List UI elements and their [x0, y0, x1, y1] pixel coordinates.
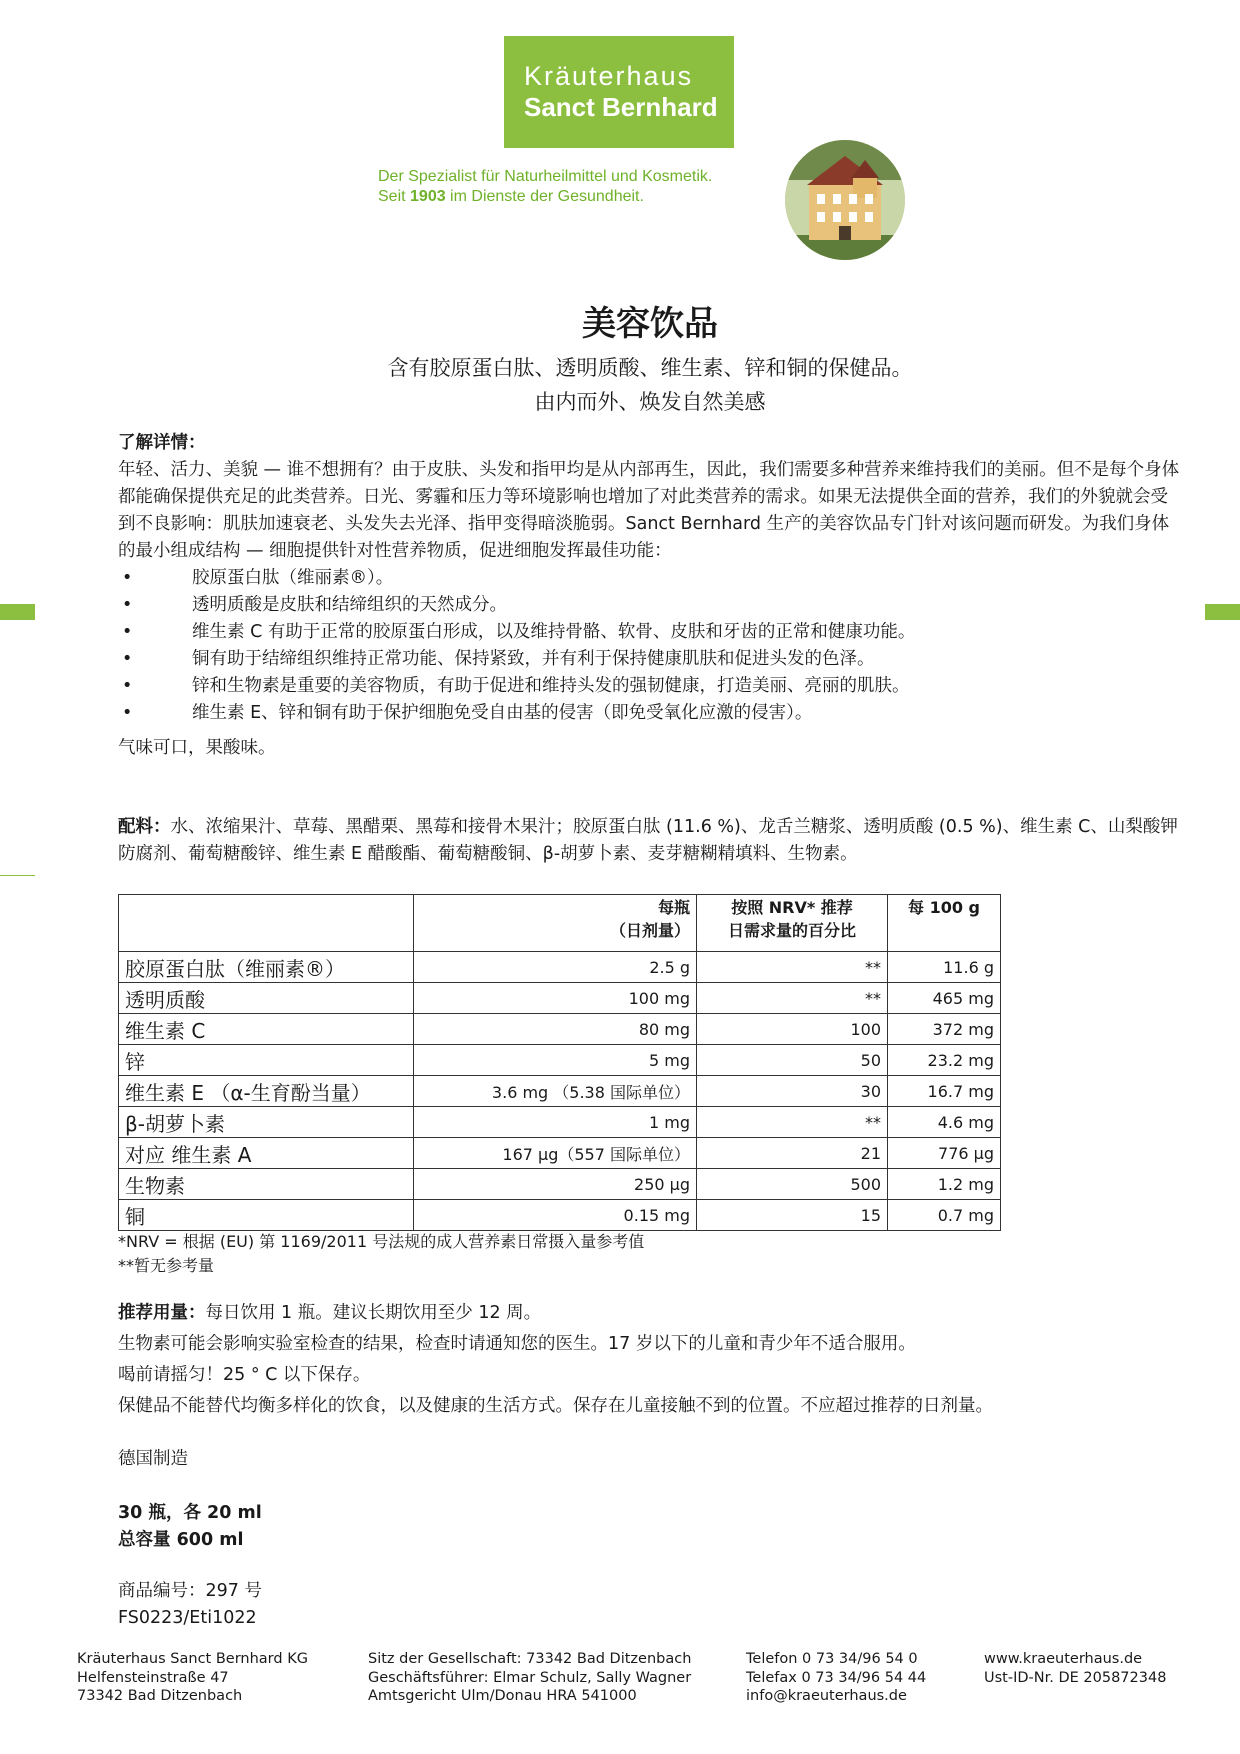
- per-100g-value: 465 mg: [888, 983, 1001, 1014]
- per-100g-value: 776 µg: [888, 1138, 1001, 1169]
- article-code: FS0223/Eti1022: [118, 1608, 257, 1628]
- tagline-suffix: im Dienste der Gesundheit.: [445, 188, 644, 205]
- per-100g-value: 1.2 mg: [888, 1169, 1001, 1200]
- table-row: [119, 1014, 1001, 1045]
- header-nrv-line2: 日需求量的百分比: [727, 921, 856, 940]
- nutrient-name: 铜: [119, 1200, 414, 1231]
- bullet-icon: •: [122, 595, 133, 615]
- nrv-value: **: [697, 983, 888, 1014]
- table-row: [119, 1045, 1001, 1076]
- brand-tagline: [378, 167, 712, 207]
- fold-mark-left: [0, 604, 35, 620]
- nutrient-name: 胶原蛋白肽（维丽素®）: [119, 952, 414, 983]
- list-item: [118, 646, 1180, 673]
- per-bottle-value: 2.5 g: [414, 952, 697, 983]
- usage-line1: [118, 1298, 1180, 1329]
- list-item: [118, 619, 1180, 646]
- footer-managers: Geschäftsführer: Elmar Schulz, Sally Wagner: [368, 1669, 692, 1686]
- brand-logo: [504, 36, 734, 148]
- bullet-text: 胶原蛋白肽（维丽素®）。: [192, 568, 394, 588]
- per-100g-value: 372 mg: [888, 1014, 1001, 1045]
- nutrient-name: 锌: [119, 1045, 414, 1076]
- footer-city: 73342 Bad Ditzenbach: [77, 1688, 243, 1704]
- nrv-value: 50: [697, 1045, 888, 1076]
- bullet-icon: •: [122, 649, 133, 669]
- package-line1: 30 瓶，各 20 ml: [118, 1503, 262, 1523]
- nrv-value: 21: [697, 1138, 888, 1169]
- per-bottle-value: 167 µg（557 国际单位）: [414, 1138, 697, 1169]
- bullet-text: 维生素 E、锌和铜有助于保护细胞免受自由基的侵害（即免受氧化应激的侵害）。: [192, 703, 813, 723]
- list-item: [118, 592, 1180, 619]
- header-per-bottle: [414, 895, 697, 952]
- nutrient-name: 对应 维生素 A: [119, 1138, 414, 1169]
- footer-contact: [746, 1650, 926, 1706]
- made-in: 德国制造: [118, 1449, 188, 1469]
- details-section: [118, 430, 1180, 762]
- subtitle-line2: 由内而外、焕发自然美感: [534, 390, 766, 414]
- table-row: [119, 1138, 1001, 1169]
- title-text: 美容饮品: [582, 304, 718, 344]
- per-100g-value: 11.6 g: [888, 952, 1001, 983]
- bullet-icon: •: [122, 703, 133, 723]
- list-item: [118, 565, 1180, 592]
- list-item: [118, 700, 1180, 727]
- details-paragraph: 年轻、活力、美貌 — 谁不想拥有？由于皮肤、头发和指甲均是从内部再生，因此，我们需要多种营养来维持我们的美丽。但不是每个身体都能确保提供充足的此类营养。日光、雾霾和压力等环境影响也增加了对此类营养的需求。如果无法提供全面的营养，我们的外貌就会受到不良影响：肌肤加速衰老、头发失去光泽、指甲变得暗淡脆弱。Sanct Bernhard 生产的美容饮品专门针对该问题而研发。为我们身体的最小组成结构 — 细胞提供针对性营养物质，促进细胞发挥最佳功能：: [118, 460, 1180, 561]
- per-bottle-value: 250 µg: [414, 1169, 697, 1200]
- article-number: 商品编号：297 号: [118, 1581, 262, 1601]
- ingredients-label: 配料：: [118, 817, 171, 837]
- nutrient-name: β-胡萝卜素: [119, 1107, 414, 1138]
- footnote-nrv: *NRV = 根据 (EU) 第 1169/2011 号法规的成人营养素日常摄入量参考值: [118, 1232, 645, 1251]
- per-bottle-value: 1 mg: [414, 1107, 697, 1138]
- per-bottle-value: 0.15 mg: [414, 1200, 697, 1231]
- brand-name-line2: Sanct Bernhard: [524, 92, 718, 122]
- table-row: [119, 1200, 1001, 1231]
- tagline-line1: Der Spezialist für Naturheilmittel und Kosmetik.: [378, 168, 713, 185]
- building-photo: [785, 140, 905, 260]
- header-nrv: [697, 895, 888, 952]
- list-item: [118, 673, 1180, 700]
- per-bottle-value: 3.6 mg （5.38 国际单位）: [414, 1076, 697, 1107]
- table-footnotes: [118, 1230, 644, 1278]
- header-per-bottle-line1: 每瓶: [657, 898, 690, 917]
- usage-line4: 保健品不能替代均衡多样化的饮食，以及健康的生活方式。保存在儿童接触不到的位置。不应超过推荐的日剂量。: [118, 1396, 993, 1416]
- article-info: [118, 1578, 1180, 1632]
- nutrient-name: 透明质酸: [119, 983, 414, 1014]
- nrv-value: **: [697, 952, 888, 983]
- bullet-icon: •: [122, 568, 133, 588]
- nutrition-table: [118, 894, 1001, 1231]
- footer-legal: [368, 1650, 691, 1706]
- per-100g-value: 0.7 mg: [888, 1200, 1001, 1231]
- footer-vat-id: Ust-ID-Nr. DE 205872348: [984, 1669, 1167, 1686]
- usage-line2: 生物素可能会影响实验室检查的结果，检查时请通知您的医生。17 岁以下的儿童和青少年不适合服用。: [118, 1334, 916, 1354]
- header-nrv-line1: 按照 NRV* 推荐: [731, 898, 853, 917]
- ingredients-text: 水、浓缩果汁、草莓、黑醋栗、黑莓和接骨木果汁；胶原蛋白肽 (11.6 %)、龙舌兰糖浆、透明质酸 (0.5 %)、维生素 C、山梨酸钾防腐剂、葡萄糖酸锌、维生素 E 醋酸酯、葡萄糖酸铜、β-胡萝卜素、麦芽糖糊精填料、生物素。: [118, 817, 1178, 864]
- footer-address: [77, 1650, 308, 1706]
- table-row: [119, 1107, 1001, 1138]
- footer-register: Amtsgericht Ulm/Donau HRA 541000: [368, 1688, 637, 1704]
- ingredients-section: [118, 814, 1180, 868]
- footer-seat: Sitz der Gesellschaft: 73342 Bad Ditzenbach: [368, 1651, 692, 1667]
- usage-section: [118, 1298, 1180, 1422]
- header-per-100g: 每 100 g: [888, 895, 1001, 952]
- package-line2: 总容量 600 ml: [118, 1530, 244, 1550]
- nutrient-name: 维生素 C: [119, 1014, 414, 1045]
- nutrient-name: 生物素: [119, 1169, 414, 1200]
- usage-label: 推荐用量：: [118, 1303, 206, 1323]
- table-row: [119, 1076, 1001, 1107]
- bullet-text: 维生素 C 有助于正常的胶原蛋白形成，以及维持骨骼、软骨、皮肤和牙齿的正常和健康功能。: [192, 622, 916, 642]
- nrv-value: 100: [697, 1014, 888, 1045]
- taste-note: 气味可口，果酸味。: [118, 738, 276, 758]
- header-per-bottle-line2: （日剂量）: [609, 921, 690, 940]
- per-bottle-value: 5 mg: [414, 1045, 697, 1076]
- table-row: [119, 1169, 1001, 1200]
- footer-phone: Telefon 0 73 34/96 54 0: [746, 1651, 918, 1667]
- nrv-value: 15: [697, 1200, 888, 1231]
- tagline-line2: [378, 187, 712, 207]
- page-title: [0, 296, 1240, 345]
- nutrient-name: 维生素 E （α-生育酚当量）: [119, 1076, 414, 1107]
- benefits-list: [118, 565, 1180, 727]
- footer-fax: Telefax 0 73 34/96 54 44: [746, 1669, 927, 1686]
- subtitle-line1: 含有胶原蛋白肽、透明质酸、维生素、锌和铜的保健品。: [387, 356, 913, 380]
- nrv-value: **: [697, 1107, 888, 1138]
- bullet-icon: •: [122, 676, 133, 696]
- header-empty-cell: [119, 895, 414, 952]
- footnote-no-reference: **暂无参考量: [118, 1256, 215, 1275]
- building-illustration: [785, 140, 905, 260]
- table-header-row: [119, 895, 1001, 952]
- tagline-year: 1903: [410, 188, 446, 205]
- per-100g-value: 4.6 mg: [888, 1107, 1001, 1138]
- bullet-text: 锌和生物素是重要的美容物质，有助于促进和维持头发的强韧健康，打造美丽、亮丽的肌肤。: [192, 676, 910, 696]
- bullet-icon: •: [122, 622, 133, 642]
- details-heading: 了解详情：: [118, 433, 206, 453]
- footer-street: Helfensteinstraße 47: [77, 1669, 229, 1686]
- footer-website-link[interactable]: www.kraeuterhaus.de: [984, 1651, 1143, 1667]
- package-info: [118, 1500, 1180, 1554]
- tagline-prefix: Seit: [378, 188, 411, 205]
- table-row: [119, 952, 1001, 983]
- bullet-text: 透明质酸是皮肤和结缔组织的天然成分。: [192, 595, 507, 615]
- table-row: [119, 983, 1001, 1014]
- usage-text: 每日饮用 1 瓶。建议长期饮用至少 12 周。: [205, 1303, 542, 1323]
- per-100g-value: 16.7 mg: [888, 1076, 1001, 1107]
- usage-line3: 喝前请摇匀！25 ° C 以下保存。: [118, 1365, 371, 1385]
- bullet-text: 铜有助于结缔组织维持正常功能、保持紧致，并有利于保持健康肌肤和促进头发的色泽。: [192, 649, 875, 669]
- punch-mark-left: [0, 875, 35, 876]
- per-bottle-value: 100 mg: [414, 983, 697, 1014]
- footer-email-link[interactable]: info@kraeuterhaus.de: [746, 1688, 907, 1704]
- per-100g-value: 23.2 mg: [888, 1045, 1001, 1076]
- fold-mark-right: [1205, 604, 1240, 620]
- brand-name-line1: Kräuterhaus: [524, 61, 694, 91]
- nrv-value: 500: [697, 1169, 888, 1200]
- footer-company: Kräuterhaus Sanct Bernhard KG: [77, 1651, 308, 1667]
- per-bottle-value: 80 mg: [414, 1014, 697, 1045]
- footer-web: [984, 1650, 1166, 1687]
- nrv-value: 30: [697, 1076, 888, 1107]
